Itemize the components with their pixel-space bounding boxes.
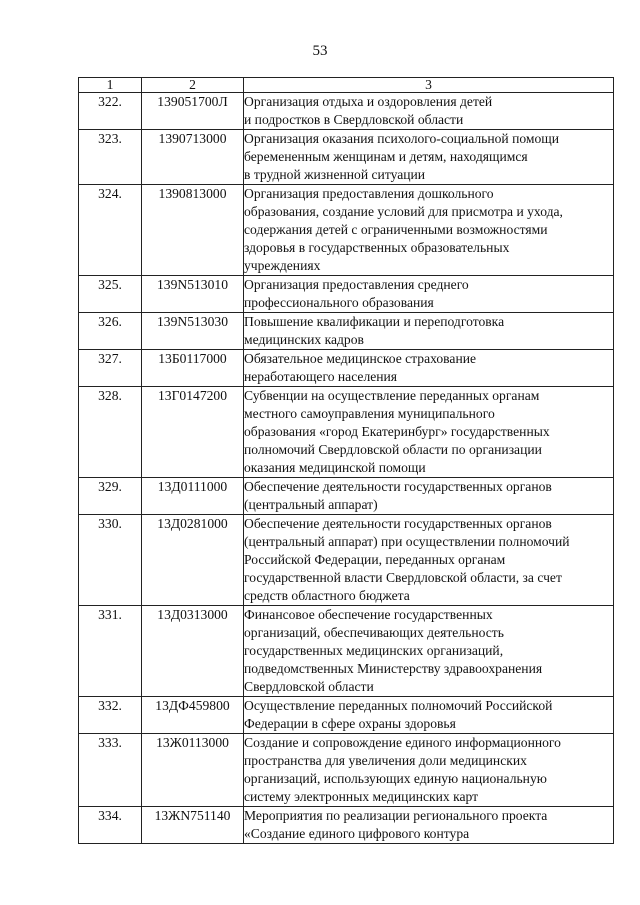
row-number: 322.: [79, 93, 142, 130]
row-description: Финансовое обеспечение государственных организаций, обеспечивающих деятельность государственных медицинских организаций, подведомственных Министерству здравоохранения Свердловской области: [244, 606, 614, 697]
row-description: Создание и сопровождение единого информационного пространства для увеличения доли медицинских организаций, использующих единую национальную систему электронных медицинских карт: [244, 734, 614, 807]
row-code: 13Ж0113000: [142, 734, 244, 807]
row-description: Обеспечение деятельности государственных органов (центральный аппарат): [244, 478, 614, 515]
row-number: 325.: [79, 276, 142, 313]
row-description: Осуществление переданных полномочий Российской Федерации в сфере охраны здоровья: [244, 697, 614, 734]
table-row: [79, 606, 614, 697]
page-number: 53: [312, 43, 328, 59]
table-row: [79, 313, 614, 350]
row-description: Повышение квалификации и переподготовка медицинских кадров: [244, 313, 614, 350]
row-number: 323.: [79, 130, 142, 185]
row-code: 139051700Л: [142, 93, 244, 130]
row-number: 324.: [79, 185, 142, 276]
row-number: 330.: [79, 515, 142, 606]
table-row: [79, 387, 614, 478]
column-header-code: 2: [142, 78, 244, 93]
table-row: [79, 807, 614, 844]
table-row: [79, 350, 614, 387]
table-row: [79, 734, 614, 807]
row-number: 328.: [79, 387, 142, 478]
row-code: 139N513030: [142, 313, 244, 350]
row-description: Организация оказания психолого-социальной помощи беремененным женщинам и детям, находящимся в трудной жизненной ситуации: [244, 130, 614, 185]
row-code: 1390713000: [142, 130, 244, 185]
row-description: Организация предоставления дошкольного образования, создание условий для присмотра и ухода, содержания детей с ограниченными возможностями здоровья в государственных образовательных учреждениях: [244, 185, 614, 276]
row-code: 13Г0147200: [142, 387, 244, 478]
row-number: 334.: [79, 807, 142, 844]
column-header-number: 1: [79, 78, 142, 93]
row-description: Субвенции на осуществление переданных органам местного самоуправления муниципального образования «город Екатеринбург» государственных полномочий Свердловской области по организации оказания медицинской помощи: [244, 387, 614, 478]
row-description: Организация отдыха и оздоровления детей и подростков в Свердловской области: [244, 93, 614, 130]
column-header-description: 3: [244, 78, 614, 93]
table-row: [79, 185, 614, 276]
row-description: Организация предоставления среднего профессионального образования: [244, 276, 614, 313]
row-code: 1390813000: [142, 185, 244, 276]
row-number: 331.: [79, 606, 142, 697]
row-number: 329.: [79, 478, 142, 515]
table-body: [79, 93, 614, 844]
table-row: [79, 276, 614, 313]
row-code: 13ЖN751140: [142, 807, 244, 844]
row-number: 326.: [79, 313, 142, 350]
row-code: 13Д0111000: [142, 478, 244, 515]
table-row: [79, 478, 614, 515]
codes-table: [78, 77, 614, 844]
row-number: 333.: [79, 734, 142, 807]
row-number: 332.: [79, 697, 142, 734]
row-description: Мероприятия по реализации регионального проекта «Создание единого цифрового контура: [244, 807, 614, 844]
row-description: Обеспечение деятельности государственных органов (центральный аппарат) при осуществлении полномочий Российской Федерации, переданных органам государственной власти Свердловской области, за счет средств областного бюджета: [244, 515, 614, 606]
table-row: [79, 515, 614, 606]
row-number: 327.: [79, 350, 142, 387]
table-header-row: [79, 78, 614, 93]
row-code: 139N513010: [142, 276, 244, 313]
row-code: 13ДФ459800: [142, 697, 244, 734]
table-row: [79, 93, 614, 130]
table-row: [79, 130, 614, 185]
row-code: 13Д0313000: [142, 606, 244, 697]
row-description: Обязательное медицинское страхование неработающего населения: [244, 350, 614, 387]
row-code: 13Б0117000: [142, 350, 244, 387]
row-code: 13Д0281000: [142, 515, 244, 606]
table-row: [79, 697, 614, 734]
